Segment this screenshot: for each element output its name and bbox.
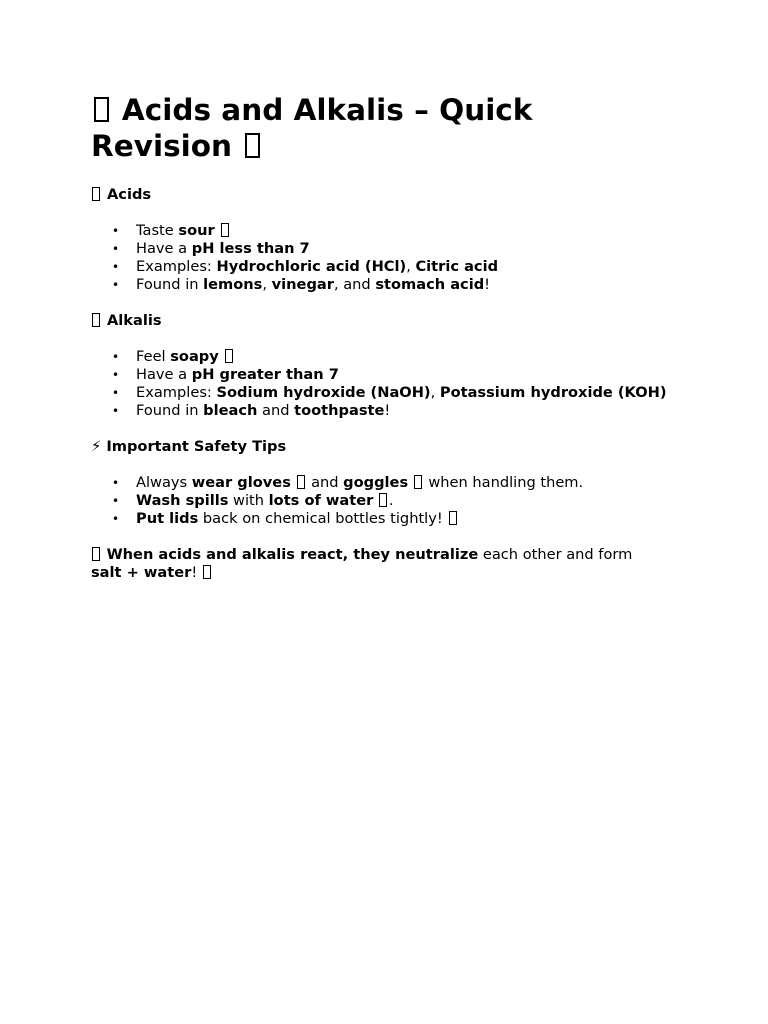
list-item: • Taste sour — [136, 222, 668, 240]
emoji-glyph-icon — [92, 187, 100, 201]
emoji-glyph-icon — [94, 97, 109, 122]
list-item: • Always wear gloves and goggles when handling them. — [136, 474, 668, 492]
list-item: • Put lids back on chemical bottles tightly! — [136, 510, 668, 528]
emoji-glyph-icon — [297, 475, 305, 489]
list-item: • Found in bleach and toothpaste! — [136, 402, 668, 420]
list-item: • Feel soapy — [136, 348, 668, 366]
lightning-icon: ⚡ — [91, 438, 102, 455]
emoji-glyph-icon — [449, 511, 457, 525]
conclusion-paragraph: When acids and alkalis react, they neutralize each other and form salt + water! — [91, 546, 633, 581]
page-title — [91, 92, 591, 164]
alkalis-heading: Alkalis — [91, 312, 668, 330]
list-item: • Have a pH less than 7 — [136, 240, 668, 258]
acids-heading: Acids — [91, 186, 668, 204]
emoji-glyph-icon — [221, 223, 229, 237]
emoji-glyph-icon — [92, 547, 100, 561]
list-item: • Examples: Sodium hydroxide (NaOH), Potassium hydroxide (KOH) — [136, 384, 668, 402]
list-item: • Have a pH greater than 7 — [136, 366, 668, 384]
list-item: • Examples: Hydrochloric acid (HCl), Citric acid — [136, 258, 668, 276]
alkalis-list — [91, 348, 668, 420]
safety-heading: ⚡ Important Safety Tips — [91, 438, 287, 455]
acids-list — [91, 222, 668, 294]
list-item: • Found in lemons, vinegar, and stomach acid! — [136, 276, 668, 294]
page-title-text: Acids and Alkalis – Quick Revision — [91, 93, 533, 163]
emoji-glyph-icon — [225, 349, 233, 363]
emoji-glyph-icon — [203, 565, 211, 579]
emoji-glyph-icon — [379, 493, 387, 507]
safety-list — [91, 474, 668, 528]
emoji-glyph-icon — [92, 313, 100, 327]
emoji-glyph-icon — [245, 133, 260, 158]
list-item: • Wash spills with lots of water . — [136, 492, 668, 510]
emoji-glyph-icon — [414, 475, 422, 489]
